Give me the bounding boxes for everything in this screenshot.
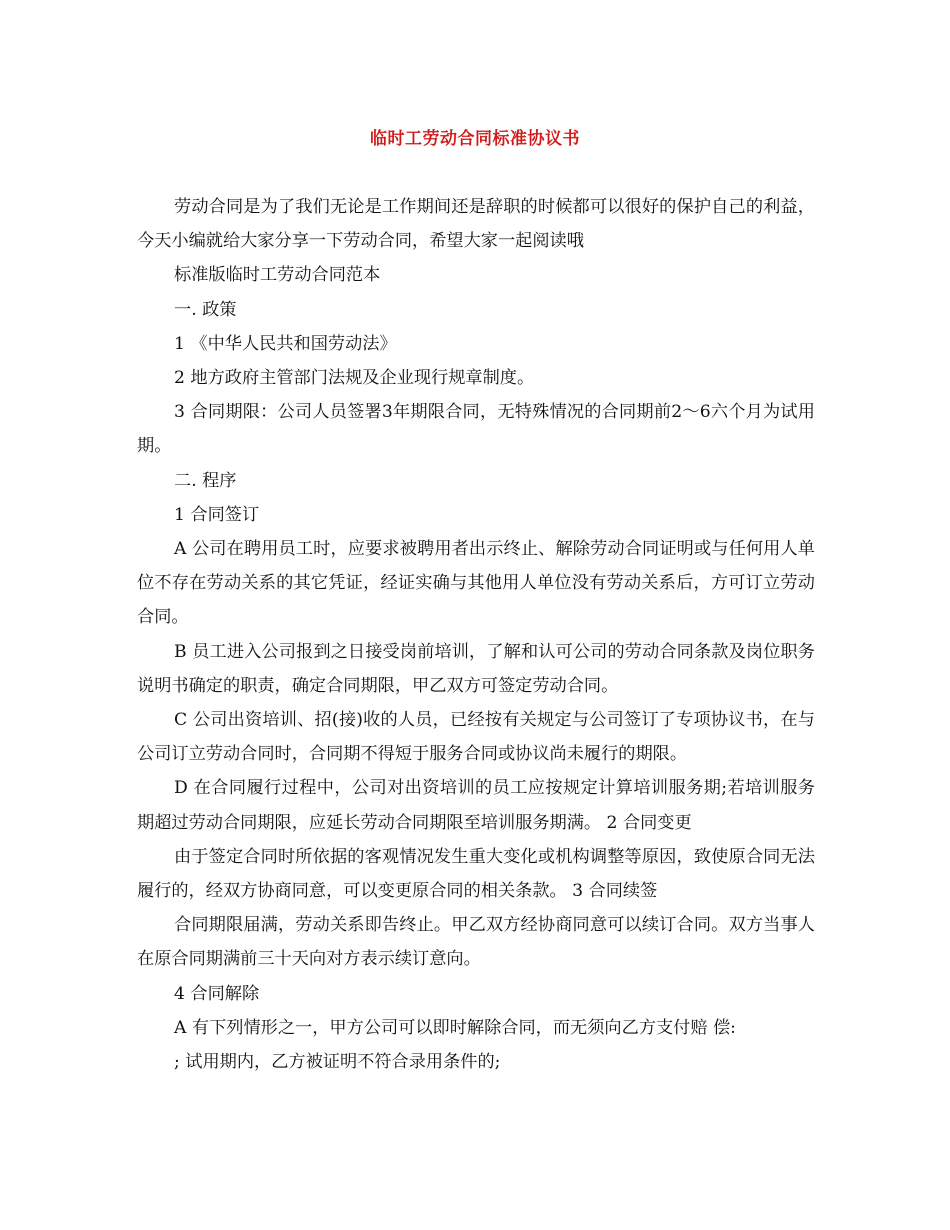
intro-paragraph: 劳动合同是为了我们无论是工作期间还是辞职的时候都可以很好的保护自己的利益，今天小编就给大家分享一下劳动合同，希望大家一起阅读哦 [137,197,815,252]
section-heading-procedure: 二. 程序 [174,470,237,491]
signing-clause-b: B 员工进入公司报到之日接受岗前培训，了解和认可公司的劳动合同条款及岗位职务说明书确定的职责，确定合同期限，甲乙双方可签定劳动合同。 [137,641,815,696]
signing-clause-a: A 公司在聘用员工时，应要求被聘用者出示终止、解除劳动合同证明或与任何用人单位不存在劳动关系的其它凭证，经证实确与其他用人单位没有劳动关系后，方可订立劳动合同。 [137,539,815,628]
change-clause: 由于签定合同时所依据的客观情况发生重大变化或机构调整等原因，致使原合同无法履行的，经双方协商同意，可以变更原合同的相关条款。 3 合同续签 [137,846,815,902]
section-heading-policy: 一. 政策 [174,299,237,320]
document-title: 临时工劳动合同标准协议书 [370,129,580,149]
policy-item-2: 2 地方政府主管部门法规及企业现行规章制度。 [174,368,535,389]
procedure-heading-termination: 4 合同解除 [174,983,260,1004]
signing-clause-c: C 公司出资培训、招(接)收的人员，已经按有关规定与公司签订了专项协议书，在与公司订立劳动合同时，合同期不得短于服务合同或协议尚未履行的期限。 [137,710,815,765]
policy-item-1: 1 《中华人民共和国劳动法》 [174,333,397,354]
subtitle-paragraph: 标准版临时工劳动合同范本 [174,265,381,286]
procedure-heading-signing: 1 合同签订 [174,504,260,525]
policy-item-3: 3 合同期限：公司人员签署3年期限合同，无特殊情况的合同期前2～6六个月为试用期。 [137,402,815,457]
renewal-clause: 合同期限届满，劳动关系即告终止。甲乙双方经协商同意可以续订合同。双方当事人在原合同期满前三十天向对方表示续订意向。 [137,915,815,970]
signing-clause-d: D 在合同履行过程中，公司对出资培训的员工应按规定计算培训服务期;若培训服务期超过劳动合同期限，应延长劳动合同期限至培训服务期满。 2 合同变更 [137,778,815,833]
termination-clause-a: A 有下列情形之一，甲方公司可以即时解除合同，而无须向乙方支付赔 偿: [174,1017,736,1038]
document-body [137,190,815,1079]
termination-item-probation: ; 试用期内，乙方被证明不符合录用条件的; [174,1052,501,1073]
